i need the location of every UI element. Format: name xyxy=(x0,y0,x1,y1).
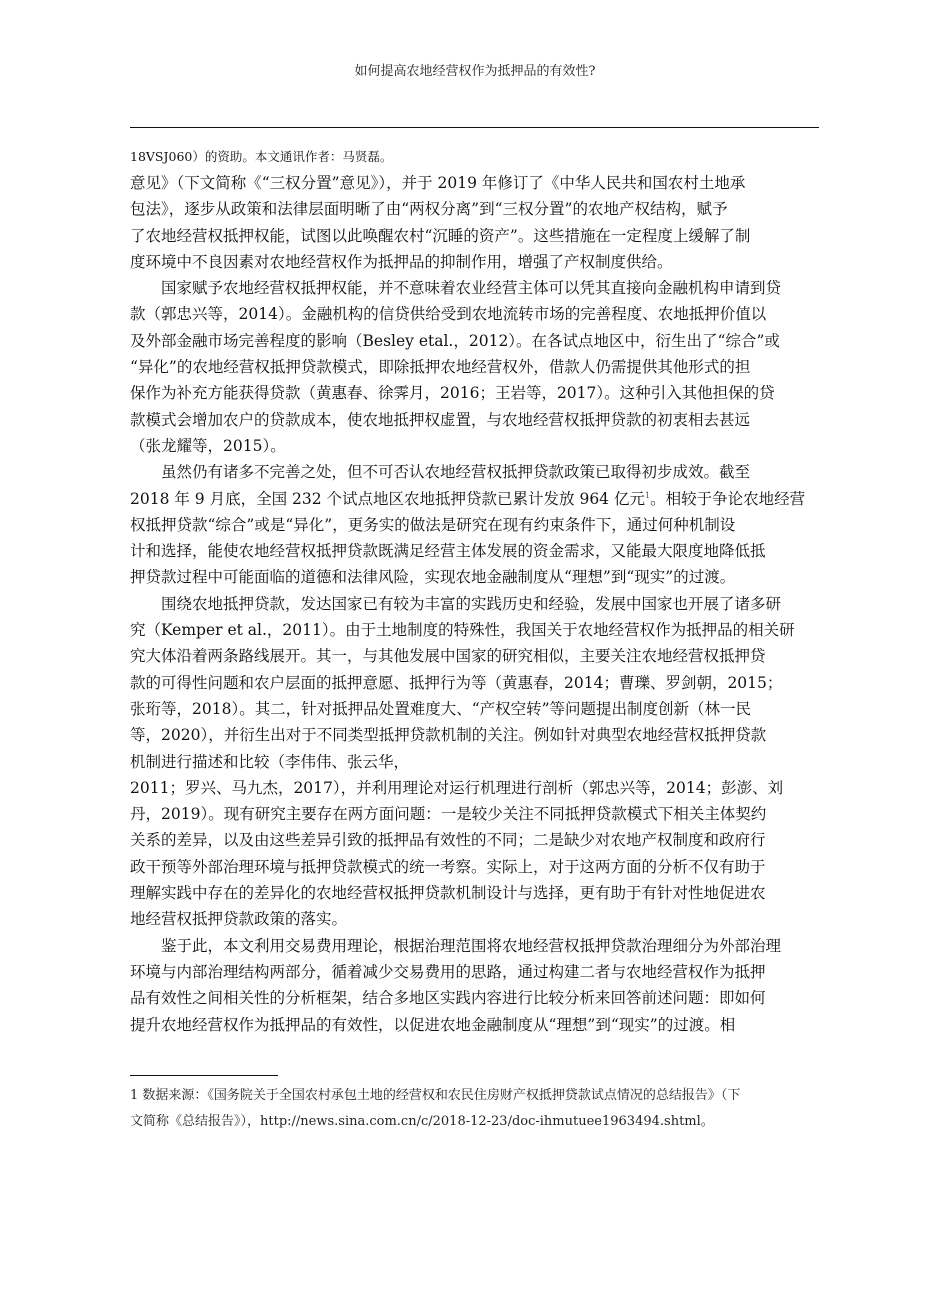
text-line: 政干预等外部治理环境与抵押贷款模式的统一考察。实际上，对于这两方面的分析不仅有助于 xyxy=(130,857,766,876)
text-line: 理解实践中存在的差异化的农地经营权抵押贷款机制设计与选择，更有助于有针对性地促进农 xyxy=(130,884,766,903)
body-text xyxy=(130,170,832,1038)
paragraph xyxy=(130,459,832,590)
paragraph xyxy=(130,170,832,275)
paragraph xyxy=(130,591,832,933)
text-line: 款的可得性问题和农户层面的抵押意愿、抵押行为等（黄惠春，2014；曹瓅、罗剑朝，2015； xyxy=(130,673,783,692)
text-line: 提升农地经营权作为抵押品的有效性，以促进农地金融制度从“理想”到“现实”的过渡。相 xyxy=(130,1015,736,1034)
text-line: 环境与内部治理结构两部分，循着减少交易费用的思路，通过构建二者与农地经营权作为抵押 xyxy=(130,962,766,981)
text-line: “异化”的农地经营权抵押贷款模式，即除抵押农地经营权外，借款人仍需提供其他形式的担 xyxy=(130,358,751,377)
text-line: 究大体沿着两条路线展开。其一，与其他发展中国家的研究相似，主要关注农地经营权抵押贷 xyxy=(130,647,766,666)
text-line: 等，2020），并衍生出对于不同类型抵押贷款机制的关注。例如针对典型农地经营权抵押贷款 xyxy=(130,726,767,745)
footnote-line: 1 数据来源：《国务院关于全国农村承包土地的经营权和农民住房财产权抵押贷款试点情况的总结报告》（下 xyxy=(130,1088,741,1103)
text-line: 机制进行描述和比较（李伟伟、张云华， xyxy=(130,752,410,771)
text-line: 丹，2019）。现有研究主要存在两方面问题：一是较少关注不同抵押贷款模式下相关主体契约 xyxy=(130,805,767,824)
text-line: 地经营权抵押贷款政策的落实。 xyxy=(130,910,348,929)
text-line: 关系的差异，以及由这些差异引致的抵押品有效性的不同；二是缺少对农地产权制度和政府行 xyxy=(130,831,766,850)
text-line: （张龙耀等，2015）。 xyxy=(130,436,286,455)
text-line: 款模式会增加农户的贷款成本，使农地抵押权虚置，与农地经营权抵押贷款的初衷相去甚远 xyxy=(130,410,751,429)
text-line xyxy=(130,486,832,512)
text-line: 意见》（下文简称《“三权分置”意见》），并于 2019 年修订了《中华人民共和国农村土地承 xyxy=(130,174,746,192)
footnote-line: 文简称《总结报告》），http://news.sina.com.cn/c/2018-12-23/doc-ihmutuee1963494.shtml。 xyxy=(130,1114,714,1129)
footnote-ref[interactable]: 1 xyxy=(644,490,651,500)
text-line: 鉴于此，本文利用交易费用理论，根据治理范围将农地经营权抵押贷款治理细分为外部治理 xyxy=(161,936,782,955)
text-line: 究（Kemper et al.，2011）。由于土地制度的特殊性，我国关于农地经营权作为抵押品的相关研 xyxy=(130,621,795,640)
footnote xyxy=(130,1083,832,1135)
footnote-rule xyxy=(130,1075,278,1076)
text-segment: 。相较于争论农地经营 xyxy=(650,489,806,508)
text-line: 款（郭忠兴等，2014）。金融机构的信贷供给受到农地流转市场的完善程度、农地抵押价值以 xyxy=(130,305,767,324)
text-line: 围绕农地抵押贷款，发达国家已有较为丰富的实践历史和经验，发展中国家也开展了诸多研 xyxy=(161,594,782,613)
text-line: 及外部金融市场完善程度的影响（Besley etal.，2012）。在各试点地区中，衍生出了“综合”或 xyxy=(130,331,780,350)
text-line: 2011；罗兴、马九杰，2017），并利用理论对运行机理进行剖析（郭忠兴等，2014；彭澎、刘 xyxy=(130,778,784,797)
text-line: 虽然仍有诸多不完善之处，但不可否认农地经营权抵押贷款政策已取得初步成效。截至 xyxy=(161,463,751,482)
text-segment: 2018 年 9 月底，全国 232 个试点地区农地抵押贷款已累计发放 964 亿元 xyxy=(130,489,645,508)
text-line: 品有效性之间相关性的分析框架，结合多地区实践内容进行比较分析来回答前述问题：即如何 xyxy=(130,989,766,1008)
funding-note: 18VSJ060）的资助。本文通讯作者：马贤磊。 xyxy=(130,149,393,164)
text-line: 押贷款过程中可能面临的道德和法律风险，实现农地金融制度从“理想”到“现实”的过渡。 xyxy=(130,568,736,587)
text-line: 国家赋予农地经营权抵押权能，并不意味着农业经营主体可以凭其直接向金融机构申请到贷 xyxy=(161,279,782,298)
running-title: 如何提高农地经营权作为抵押品的有效性? xyxy=(354,64,596,79)
text-line: 权抵押贷款“综合”或是“异化”，更务实的做法是研究在现有约束条件下，通过何种机制设 xyxy=(130,515,736,534)
text-line: 度环境中不良因素对农地经营权作为抵押品的抑制作用，增强了产权制度供给。 xyxy=(130,252,673,271)
paragraph xyxy=(130,275,832,459)
paragraph xyxy=(130,933,832,1038)
text-line: 包法》，逐步从政策和法律层面明晰了由“两权分离”到“三权分置”的农地产权结构，赋予 xyxy=(130,200,728,219)
header-rule xyxy=(130,127,819,128)
text-line: 保作为补充方能获得贷款（黄惠春、徐霁月，2016；王岩等，2017）。这种引入其他担保的贷 xyxy=(130,384,775,403)
text-line: 了农地经营权抵押权能，试图以此唤醒农村“沉睡的资产”。这些措施在一定程度上缓解了制 xyxy=(130,226,751,245)
text-line: 张珩等，2018）。其二，针对抵押品处置难度大、“产权空转”等问题提出制度创新（林一民 xyxy=(130,699,752,718)
text-line: 计和选择，能使农地经营权抵押贷款既满足经营主体发展的资金需求，又能最大限度地降低抵 xyxy=(130,542,766,561)
